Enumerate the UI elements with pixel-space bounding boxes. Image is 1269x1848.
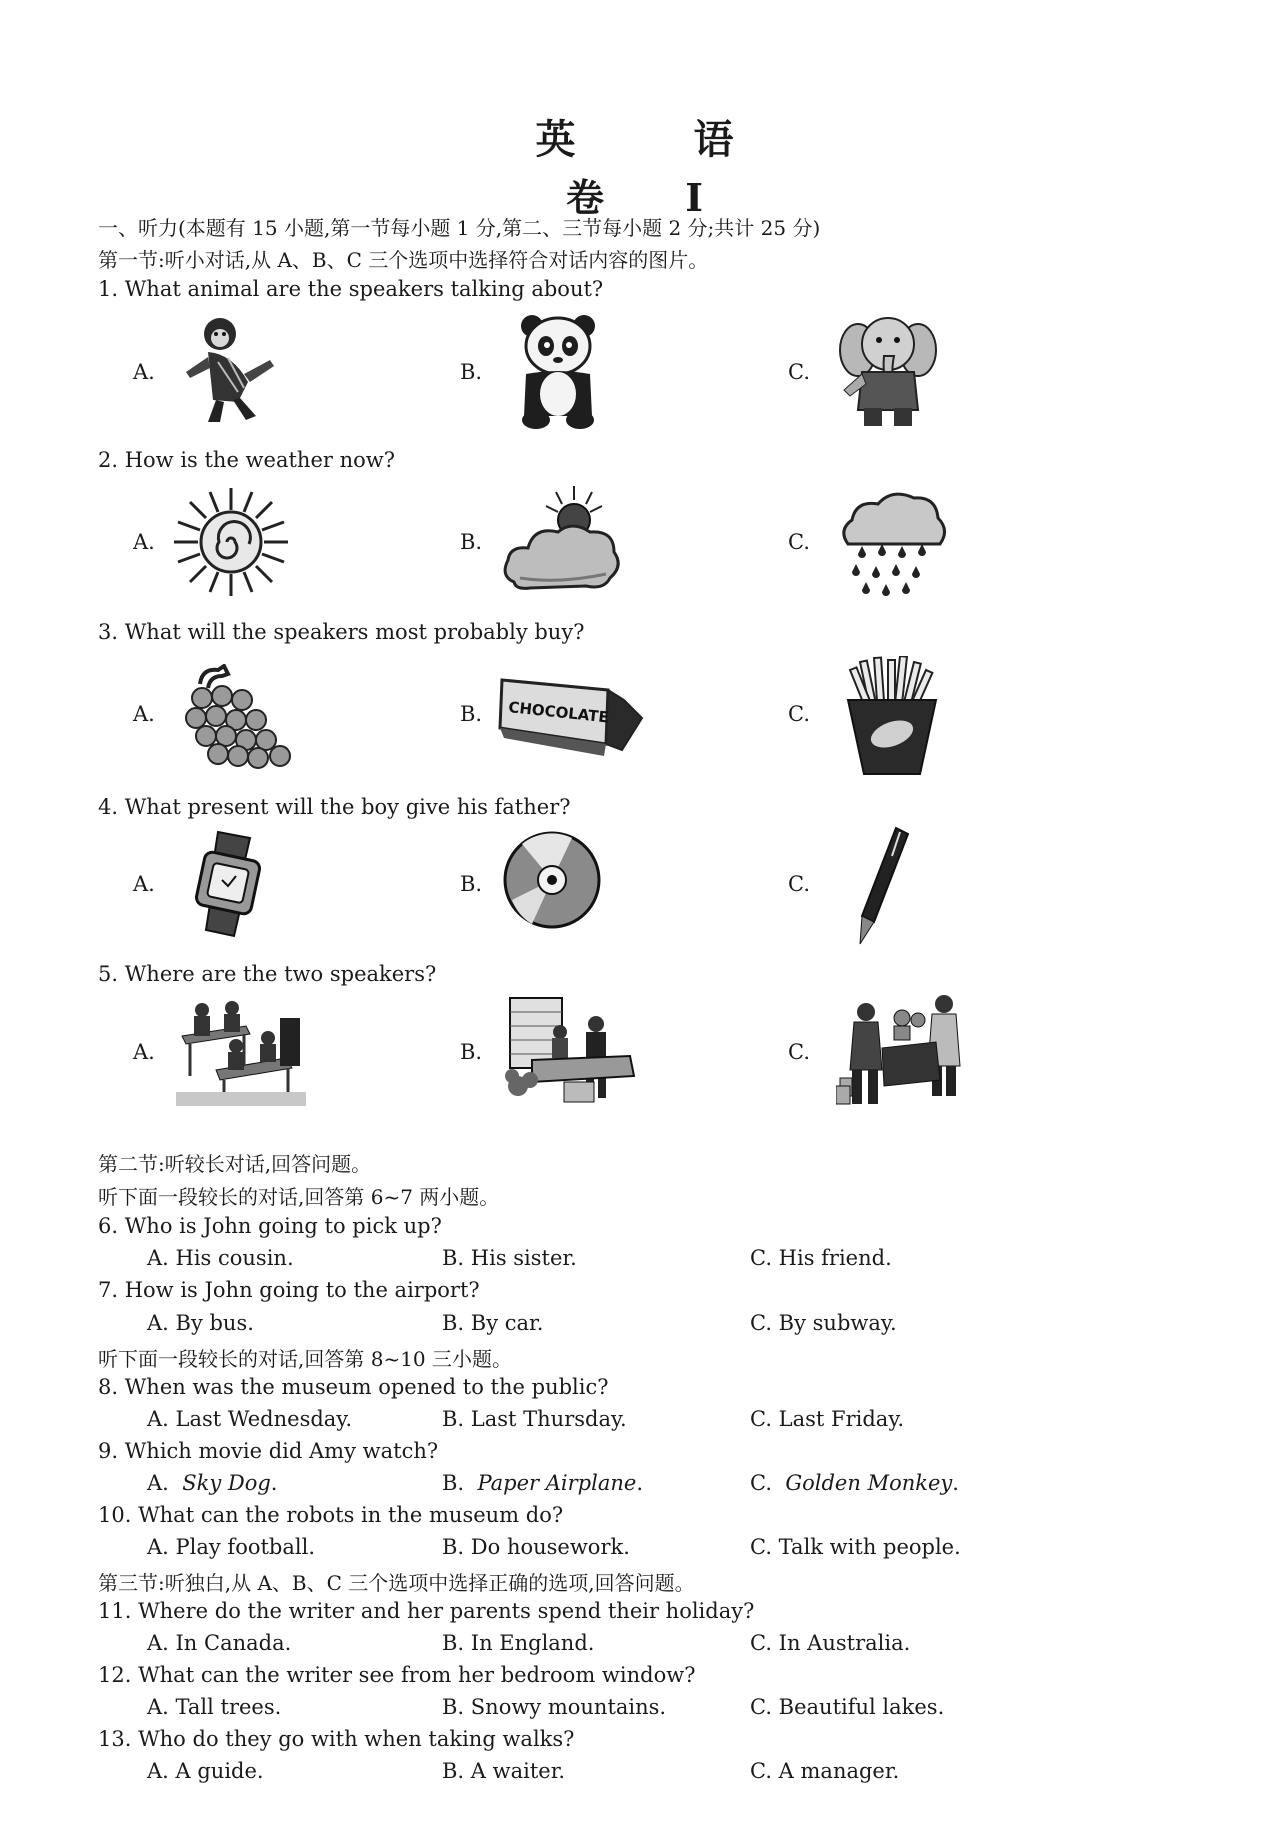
rain-cloud-icon [838, 486, 950, 598]
shop-icon [836, 990, 966, 1108]
q3-option-a[interactable]: A. [133, 702, 155, 726]
pen-icon [852, 826, 912, 946]
chocolate-icon [496, 672, 644, 760]
q10-choice-c[interactable]: C. Talk with people. [750, 1535, 961, 1559]
section2-instruction: 第二节:听较长对话,回答问题。 [98, 1152, 372, 1176]
section1-instruction: 第一节:听小对话,从 A、B、C 三个选项中选择符合对话内容的图片。 [98, 248, 709, 272]
question-3: 3. What will the speakers most probably buy? [98, 620, 585, 644]
q9-b-letter: B. [442, 1471, 478, 1495]
q1-option-b[interactable]: B. [460, 360, 483, 384]
q9-c-title: Golden Monkey [785, 1471, 953, 1495]
q7-choice-c[interactable]: C. By subway. [750, 1311, 897, 1335]
fries-icon [840, 656, 944, 778]
q9-b-title: Paper Airplane [477, 1471, 637, 1495]
watch-icon [192, 830, 272, 938]
q10-choice-b[interactable]: B. Do housework. [442, 1535, 630, 1559]
q11-choice-c[interactable]: C. In Australia. [750, 1631, 911, 1655]
q9-choice-a[interactable] [147, 1471, 277, 1495]
q8-choice-c[interactable]: C. Last Friday. [750, 1407, 905, 1431]
chocolate-label: CHOCOLATE [507, 698, 610, 727]
q6-choice-c[interactable]: C. His friend. [750, 1246, 892, 1270]
q9-a-title: Sky Dog [182, 1471, 271, 1495]
q12-choice-c[interactable]: C. Beautiful lakes. [750, 1695, 945, 1719]
q9-c-period: . [952, 1471, 959, 1495]
elephant-icon [838, 312, 938, 430]
q7-choice-b[interactable]: B. By car. [442, 1311, 544, 1335]
q4-option-a[interactable]: A. [133, 872, 155, 896]
q3-option-c[interactable]: C. [788, 702, 810, 726]
question-2: 2. How is the weather now? [98, 448, 395, 472]
question-12: 12. What can the writer see from her bedroom window? [98, 1663, 696, 1687]
q10-choice-a[interactable]: A. Play football. [147, 1535, 315, 1559]
question-5: 5. Where are the two speakers? [98, 962, 437, 986]
question-11: 11. Where do the writer and her parents spend their holiday? [98, 1599, 755, 1623]
q11-choice-b[interactable]: B. In England. [442, 1631, 595, 1655]
q11-choice-a[interactable]: A. In Canada. [147, 1631, 292, 1655]
question-1: 1. What animal are the speakers talking about? [98, 277, 604, 301]
q12-choice-a[interactable]: A. Tall trees. [147, 1695, 282, 1719]
q1-option-c[interactable]: C. [788, 360, 810, 384]
group1-instruction: 听下面一段较长的对话,回答第 6~7 两小题。 [98, 1185, 500, 1209]
question-8: 8. When was the museum opened to the public? [98, 1375, 609, 1399]
q6-choice-b[interactable]: B. His sister. [442, 1246, 577, 1270]
classroom-icon [176, 996, 306, 1108]
q9-a-period: . [270, 1471, 278, 1495]
question-7: 7. How is John going to the airport? [98, 1278, 480, 1302]
reception-icon [502, 996, 642, 1106]
question-6: 6. Who is John going to pick up? [98, 1214, 442, 1238]
q9-choice-c[interactable] [750, 1471, 959, 1495]
paper-subtitle: 卷 Ⅰ [565, 175, 737, 220]
q5-option-a[interactable]: A. [133, 1040, 155, 1064]
part1-header: 一、听力(本题有 15 小题,第一节每小题 1 分,第二、三节每小题 2 分;共计 25 分) [98, 216, 821, 240]
grapes-icon [182, 664, 300, 770]
q7-choice-a[interactable]: A. By bus. [147, 1311, 254, 1335]
q9-c-letter: C. [750, 1471, 786, 1495]
q5-option-c[interactable]: C. [788, 1040, 810, 1064]
q12-choice-b[interactable]: B. Snowy mountains. [442, 1695, 667, 1719]
panda-icon [518, 312, 598, 430]
q13-choice-b[interactable]: B. A waiter. [442, 1759, 566, 1783]
q13-choice-a[interactable]: A. A guide. [147, 1759, 264, 1783]
q4-option-b[interactable]: B. [460, 872, 483, 896]
monkey-icon [178, 312, 288, 427]
q1-option-a[interactable]: A. [133, 360, 155, 384]
question-13: 13. Who do they go with when taking walks? [98, 1727, 575, 1751]
group2-instruction: 听下面一段较长的对话,回答第 8~10 三小题。 [98, 1347, 513, 1371]
q8-choice-a[interactable]: A. Last Wednesday. [147, 1407, 353, 1431]
section3-instruction: 第三节:听独白,从 A、B、C 三个选项中选择正确的选项,回答问题。 [98, 1571, 695, 1595]
cd-icon [502, 830, 602, 930]
q8-choice-b[interactable]: B. Last Thursday. [442, 1407, 627, 1431]
q9-b-period: . [636, 1471, 643, 1495]
q5-option-b[interactable]: B. [460, 1040, 483, 1064]
q3-option-b[interactable]: B. [460, 702, 483, 726]
q6-choice-a[interactable]: A. His cousin. [147, 1246, 294, 1270]
question-4: 4. What present will the boy give his father? [98, 795, 571, 819]
question-9: 9. Which movie did Amy watch? [98, 1439, 439, 1463]
q4-option-c[interactable]: C. [788, 872, 810, 896]
q2-option-c[interactable]: C. [788, 530, 810, 554]
q13-choice-c[interactable]: C. A manager. [750, 1759, 900, 1783]
sun-cloud-icon [500, 486, 624, 598]
q9-a-letter: A. [147, 1471, 183, 1495]
q9-choice-b[interactable] [442, 1471, 643, 1495]
page-title: 英 语 [535, 116, 786, 163]
q2-option-b[interactable]: B. [460, 530, 483, 554]
q2-option-a[interactable]: A. [133, 530, 155, 554]
question-10: 10. What can the robots in the museum do? [98, 1503, 564, 1527]
sun-icon [172, 486, 290, 598]
